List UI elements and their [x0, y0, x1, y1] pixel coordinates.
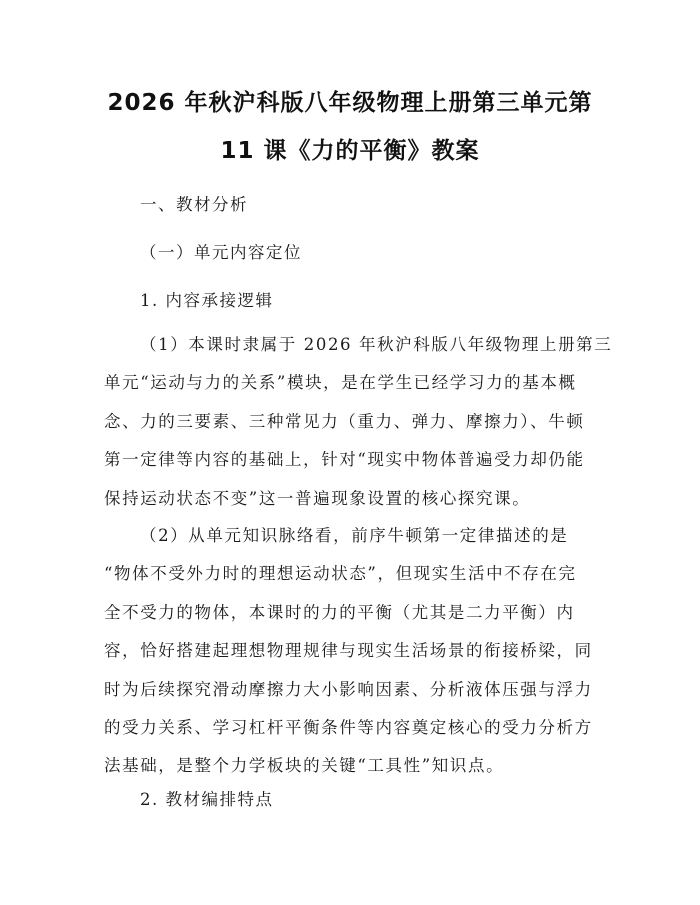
paragraph-line: 容，恰好搭建起理想物理规律与现实生活场景的衔接桥梁，同	[104, 641, 593, 661]
section-heading-teaching-material-analysis: 一、教材分析	[140, 195, 248, 214]
paragraph-2	[104, 517, 604, 786]
paragraph-line: 保持运动状态不变”这一普遍现象设置的核心探究课。	[104, 488, 531, 508]
paragraph-line: 念、力的三要素、三种常见力（重力、弹力、摩擦力）、牛顿	[104, 411, 585, 431]
subsection-heading-unit-positioning: （一）单元内容定位	[140, 243, 302, 262]
document-title-line-1: 2026 年秋沪科版八年级物理上册第三单元第	[107, 90, 593, 116]
item-heading-editing-features: 2. 教材编排特点	[140, 790, 274, 809]
paragraph-line: （1）本课时隶属于 2026 年秋沪科版八年级物理上册第三	[140, 335, 613, 354]
paragraph-line: 的受力关系、学习杠杆平衡条件等内容奠定核心的受力分析方	[104, 717, 593, 737]
paragraph-line: “物体不受外力时的理想运动状态”，但现实生活中不存在完	[104, 564, 577, 584]
item-heading-content-logic: 1. 内容承接逻辑	[140, 291, 274, 310]
paragraph-line: 第一定律等内容的基础上，针对“现实中物体普遍受力却仍能	[104, 450, 585, 470]
paragraph-1	[104, 326, 613, 518]
paragraph-line: （2）从单元知识脉络看，前序牛顿第一定律描述的是	[140, 526, 569, 545]
paragraph-line: 时为后续探究滑动摩擦力大小影响因素、分析液体压强与浮力	[104, 679, 593, 699]
paragraph-line: 法基础，是整个力学板块的关键“工具性”知识点。	[104, 756, 505, 776]
paragraph-line: 单元“运动与力的关系”模块，是在学生已经学习力的基本概	[104, 373, 577, 393]
paragraph-line: 全不受力的物体，本课时的力的平衡（尤其是二力平衡）内	[104, 602, 575, 622]
document-title-line-2: 11 课《力的平衡》教案	[220, 138, 480, 164]
